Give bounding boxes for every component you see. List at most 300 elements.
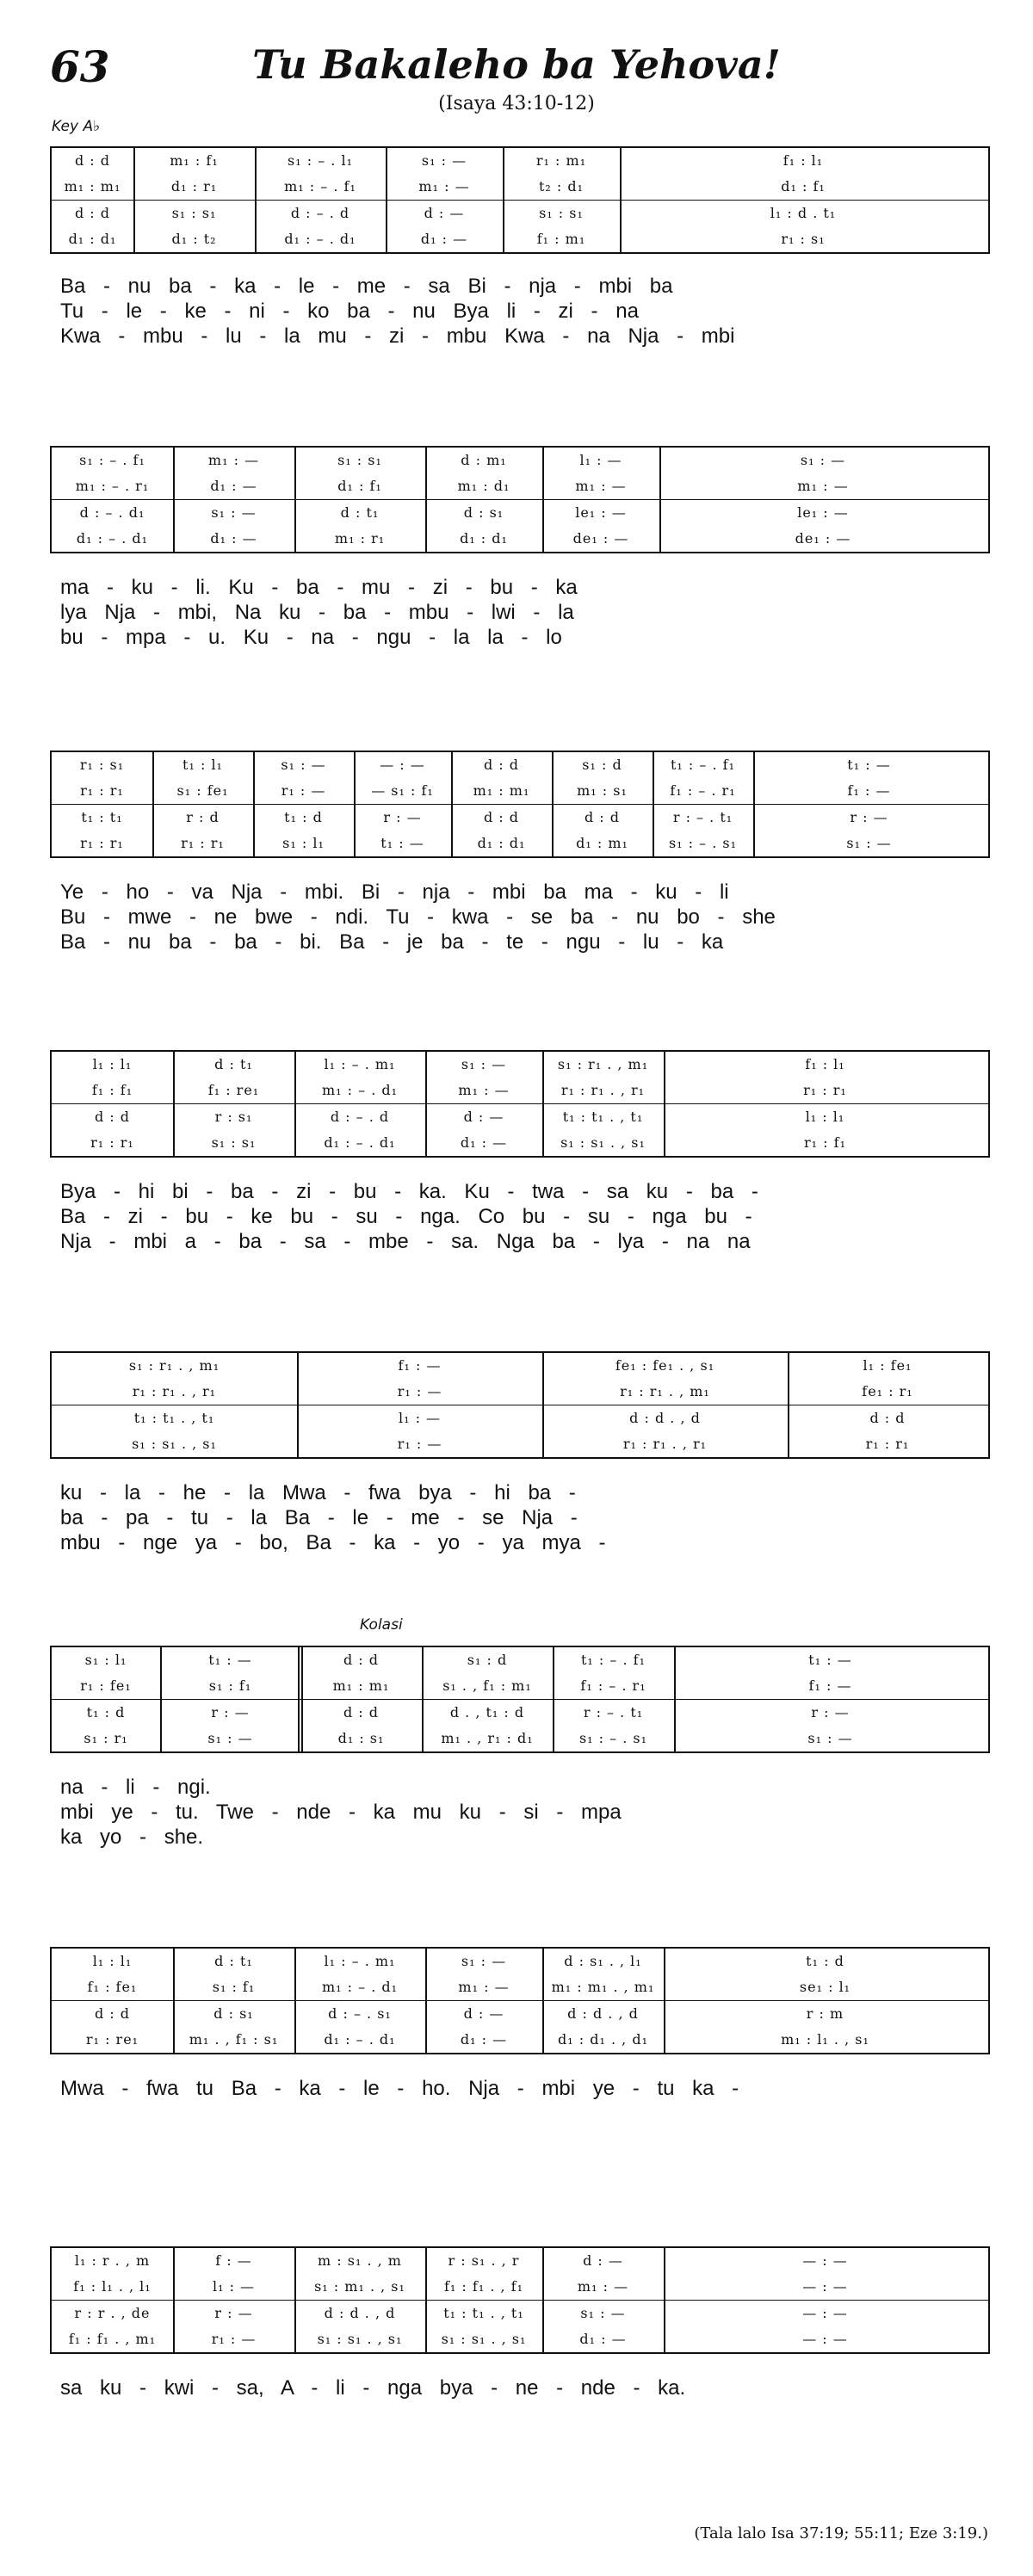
music-system: [50, 1050, 990, 1158]
tenor-line: [52, 1700, 988, 1726]
barline: [659, 448, 661, 552]
barline: [160, 1647, 162, 1751]
note-group: d : —: [424, 205, 465, 222]
lyrics-block: [60, 575, 973, 650]
barline: [503, 148, 504, 252]
barline: [425, 448, 427, 552]
note-group: l₁ : – . m₁: [324, 1953, 396, 1970]
barline: [674, 1647, 676, 1751]
lyric-line: [60, 1825, 973, 1850]
note-group: t₁ : d: [86, 1704, 126, 1721]
note-group: f₁ : l₁: [805, 1056, 845, 1073]
note-group: m₁ : s₁: [577, 782, 628, 800]
note-group: t₁ : —: [208, 1652, 252, 1669]
lower-staff: [52, 2001, 988, 2054]
note-group: t₁ : t₁ . , t₁: [443, 2305, 524, 2322]
lyrics-block: [60, 880, 973, 954]
barline: [294, 2248, 296, 2352]
lyric-line: [60, 600, 973, 625]
note-group: d₁ : f₁: [781, 178, 826, 195]
note-group: s₁ : f₁: [208, 1677, 252, 1695]
note-group: d : d . , d: [629, 1410, 701, 1427]
barline: [542, 448, 544, 552]
tenor-line: [52, 805, 988, 831]
note-group: t₁ : t₁ . , t₁: [562, 1109, 644, 1126]
note-group: s₁ . , f₁ : m₁: [442, 1677, 532, 1695]
note-group: d : d: [584, 809, 621, 826]
note-group: m₁ : —: [207, 452, 260, 469]
note-group: s₁ : —: [580, 2305, 626, 2322]
note-group: l₁ : – . m₁: [324, 1056, 396, 1073]
lyric-text: mbi ye - tu. Twe - nde - ka mu ku - si - mpa: [60, 1801, 622, 1824]
note-group: r₁ : r₁: [90, 1134, 134, 1152]
note-group: r₁ : r₁ . , r₁: [132, 1383, 217, 1400]
note-group: t₁ : – . f₁: [671, 757, 735, 774]
barline: [425, 1052, 427, 1156]
note-group: r₁ : fe₁: [80, 1677, 132, 1695]
barline: [294, 448, 296, 552]
note-group: d₁ : —: [460, 2031, 508, 2048]
note-group: d : d . , d: [567, 2005, 639, 2023]
lyric-line: [60, 299, 973, 324]
note-group: r : – . t₁: [583, 1704, 644, 1721]
note-group: r : – . t₁: [672, 809, 733, 826]
note-group: s₁ : l₁: [282, 835, 325, 852]
note-group: — : —: [802, 2252, 848, 2270]
note-group: fe₁ : fe₁ . , s₁: [615, 1357, 715, 1374]
note-group: d₁ : r₁: [170, 178, 218, 195]
barline: [653, 752, 654, 856]
note-group: r₁ : s₁: [781, 231, 826, 248]
note-group: le₁ : —: [797, 504, 849, 522]
note-group: r₁ : s₁: [79, 757, 125, 774]
lyrics-block: [60, 274, 973, 349]
lyric-line: [60, 1179, 973, 1204]
lyric-line: [60, 1229, 973, 1254]
lyric-line: [60, 930, 973, 954]
note-group: f₁ : – . r₁: [580, 1677, 646, 1695]
note-group: t₁ : t₁ . , t₁: [133, 1410, 215, 1427]
tenor-line: [52, 1104, 988, 1130]
tenor-line: [52, 2001, 988, 2027]
note-group: d : s₁ . , l₁: [564, 1953, 642, 1970]
note-group: s₁ : —: [846, 835, 892, 852]
note-group: m₁ : —: [577, 2278, 629, 2295]
barline: [753, 752, 755, 856]
note-group: se₁ : l₁: [799, 1979, 851, 1996]
barline: [173, 1949, 175, 2053]
barline: [552, 752, 554, 856]
note-group: s₁ : s₁ . , s₁: [560, 1134, 646, 1152]
note-group: d₁ : m₁: [576, 835, 628, 852]
note-group: f : —: [215, 2252, 252, 2270]
note-group: r : —: [383, 809, 422, 826]
lower-staff: [52, 201, 988, 253]
note-group: r₁ : —: [211, 2331, 257, 2348]
note-group: f₁ : re₁: [207, 1082, 260, 1099]
note-group: d₁ : d₁ . , d₁: [558, 2031, 648, 2048]
note-group: s₁ : —: [207, 1730, 253, 1747]
note-group: — : —: [802, 2278, 848, 2295]
tenor-line: [52, 2301, 988, 2326]
note-group: d₁ : – . d₁: [324, 1134, 396, 1152]
note-group: — : —: [380, 757, 425, 774]
note-group: s₁ : —: [807, 1730, 853, 1747]
lyrics-block: [60, 2375, 973, 2400]
note-group: r : —: [211, 1704, 250, 1721]
note-group: r : r . , de: [74, 2305, 151, 2322]
note-group: m₁ : – . d₁: [321, 1979, 399, 1996]
lyric-text: Ba - zi - bu - ke bu - su - nga. Co bu - su - nga bu -: [60, 1205, 752, 1228]
note-group: — s₁ : f₁: [371, 782, 434, 800]
note-group: s₁ : s₁: [211, 1134, 257, 1152]
note-group: m₁ : m₁ . , m₁: [551, 1979, 655, 1996]
song-title: Tu Bakaleho ba Yehova!: [252, 41, 781, 88]
note-group: d₁ : —: [210, 530, 257, 547]
barline: [173, 448, 175, 552]
lyric-line: [60, 625, 973, 650]
note-group: t₁ : d: [284, 809, 323, 826]
barline: [664, 1052, 665, 1156]
note-group: r : —: [811, 1704, 850, 1721]
note-group: r : m: [806, 2005, 844, 2023]
upper-staff: [52, 1052, 988, 1104]
lyric-text: ku - la - he - la Mwa - fwa bya - hi ba -: [60, 1481, 576, 1504]
note-group: r₁ : r₁: [181, 835, 225, 852]
note-group: s₁ : f₁: [212, 1979, 256, 1996]
note-group: d₁ : s₁: [337, 1730, 385, 1747]
note-group: f₁ : – . r₁: [670, 782, 736, 800]
note-group: s₁ : r₁ . , m₁: [128, 1357, 220, 1374]
lyric-text: bu - mpa - u. Ku - na - ngu - la la - lo: [60, 626, 562, 649]
lyrics-block: [60, 2076, 973, 2101]
tenor-line: [52, 1405, 988, 1431]
barline: [354, 752, 356, 856]
note-group: f₁ : f₁ . , m₁: [68, 2331, 157, 2348]
barline: [386, 148, 387, 252]
note-group: f₁ : —: [808, 1677, 852, 1695]
music-system: [50, 1351, 990, 1459]
note-group: t₁ : l₁: [182, 757, 223, 774]
lyric-line: [60, 1800, 973, 1825]
soprano-line: [52, 448, 988, 473]
barline: [294, 1949, 296, 2053]
tenor-line: [52, 500, 988, 526]
note-group: m₁ : m₁: [64, 178, 121, 195]
tenor-line: [52, 201, 988, 226]
note-group: m₁ : – . f₁: [284, 178, 356, 195]
alto-line: [52, 1078, 988, 1103]
chorus-label: Kolasi: [360, 1616, 403, 1634]
upper-staff: [52, 1949, 988, 2001]
lyric-line: [60, 880, 973, 905]
note-group: m₁ : —: [797, 478, 849, 495]
note-group: d : d: [74, 205, 111, 222]
bass-line: [52, 226, 988, 252]
note-group: r : —: [850, 809, 888, 826]
note-group: de₁ : —: [572, 530, 629, 547]
barline: [620, 148, 622, 252]
bass-line: [52, 526, 988, 552]
lyric-text: Kwa - mbu - lu - la mu - zi - mbu Kwa - na Nja - mbi: [60, 324, 735, 348]
lyric-line: [60, 2076, 973, 2101]
note-group: r₁ : m₁: [535, 152, 587, 170]
barline: [173, 2248, 175, 2352]
note-group: d₁ : f₁: [337, 478, 382, 495]
note-group: d : d: [869, 1410, 906, 1427]
note-group: l₁ : fe₁: [863, 1357, 912, 1374]
barline: [553, 1647, 554, 1751]
note-group: t₁ : – . f₁: [581, 1652, 646, 1669]
lyric-text: ma - ku - li. Ku - ba - mu - zi - bu - ka: [60, 576, 578, 599]
note-group: s₁ : —: [281, 757, 326, 774]
note-group: m₁ : —: [575, 478, 627, 495]
upper-staff: [52, 752, 988, 805]
note-group: r₁ : f₁: [804, 1134, 846, 1152]
note-group: d : d: [343, 1704, 380, 1721]
barline: [255, 148, 257, 252]
upper-staff: [52, 1353, 988, 1405]
double-barline: [298, 1647, 303, 1751]
soprano-line: [52, 2248, 988, 2274]
note-group: s₁ : – . f₁: [79, 452, 145, 469]
upper-staff: [52, 1647, 988, 1700]
note-group: r₁ : r₁: [80, 782, 124, 800]
note-group: s₁ : —: [461, 1056, 507, 1073]
lyric-text: Ba - nu ba - ka - le - me - sa Bi - nja - mbi ba: [60, 275, 673, 298]
note-group: d : —: [463, 2005, 504, 2023]
alto-line: [52, 2274, 988, 2300]
note-group: d : – . d: [330, 1109, 390, 1126]
note-group: l₁ : d . t₁: [770, 205, 837, 222]
note-group: m₁ : f₁: [170, 152, 219, 170]
note-group: r₁ : r₁ . , r₁: [622, 1436, 708, 1453]
note-group: s₁ : r₁: [84, 1730, 128, 1747]
bass-line: [52, 2326, 988, 2352]
note-group: m₁ : m₁: [332, 1677, 390, 1695]
lyrics-block: [60, 1775, 973, 1850]
lower-staff: [52, 2301, 988, 2353]
note-group: d₁ : d₁: [68, 231, 117, 248]
alto-line: [52, 1974, 988, 2000]
note-group: s₁ : m₁ . , s₁: [314, 2278, 405, 2295]
soprano-line: [52, 752, 988, 778]
note-group: m₁ : l₁ . , s₁: [781, 2031, 869, 2048]
note-group: t₁ : t₁: [81, 809, 123, 826]
upper-staff: [52, 448, 988, 500]
lyric-line: [60, 274, 973, 299]
lyric-text: ba - pa - tu - la Ba - le - me - se Nja -: [60, 1506, 578, 1529]
barline: [425, 2248, 427, 2352]
barline: [294, 1052, 296, 1156]
note-group: d₁ : d₁: [460, 530, 508, 547]
music-system: [50, 751, 990, 858]
note-group: le₁ : —: [575, 504, 627, 522]
note-group: f₁ : f₁: [91, 1082, 133, 1099]
barline: [422, 1647, 424, 1751]
note-group: t₂ : d₁: [538, 178, 585, 195]
note-group: de₁ : —: [795, 530, 851, 547]
note-group: d₁ : – . d₁: [324, 2031, 396, 2048]
note-group: d : – . d: [290, 205, 350, 222]
note-group: s₁ : —: [421, 152, 467, 170]
note-group: s₁ : d: [582, 757, 622, 774]
soprano-line: [52, 1052, 988, 1078]
note-group: l₁ : l₁: [805, 1109, 845, 1126]
note-group: d : d . , d: [324, 2305, 396, 2322]
note-group: r : d: [186, 809, 220, 826]
note-group: s₁ : d: [467, 1652, 508, 1669]
note-group: r₁ : —: [397, 1383, 442, 1400]
scripture-reference: (Isaya 43:10-12): [438, 93, 595, 114]
note-group: d : s₁: [463, 504, 504, 522]
song-number: 63: [50, 41, 110, 92]
note-group: r₁ : r₁: [803, 1082, 847, 1099]
note-group: s₁ : s₁ . , s₁: [132, 1436, 217, 1453]
note-group: s₁ : —: [211, 504, 257, 522]
note-group: l₁ : —: [398, 1410, 442, 1427]
note-group: r₁ : r₁ . , r₁: [560, 1082, 646, 1099]
note-group: f₁ : fe₁: [87, 1979, 138, 1996]
lower-staff: [52, 805, 988, 857]
note-group: f₁ : —: [847, 782, 891, 800]
lyric-text: Ba - nu ba - ba - bi. Ba - je ba - te - ngu - lu - ka: [60, 930, 724, 954]
note-group: r₁ : r₁ . , m₁: [620, 1383, 710, 1400]
note-group: s₁ : s₁: [171, 205, 217, 222]
note-group: l₁ : —: [579, 452, 622, 469]
footer-reference: (Tala lalo Isa 37:19; 55:11; Eze 3:19.): [694, 2524, 988, 2542]
upper-staff: [52, 148, 988, 201]
note-group: m₁ : —: [458, 1082, 510, 1099]
barline: [425, 1949, 427, 2053]
note-group: d : d: [74, 152, 111, 170]
note-group: d : —: [583, 2252, 623, 2270]
lyric-line: [60, 2375, 973, 2400]
note-group: d : t₁: [214, 1953, 253, 1970]
note-group: r : s₁ . , r: [448, 2252, 520, 2270]
lyric-line: [60, 324, 973, 349]
note-group: d . , t₁ : d: [449, 1704, 525, 1721]
note-group: l₁ : r . , m: [74, 2252, 151, 2270]
lyric-text: Bu - mwe - ne bwe - ndi. Tu - kwa - se ba - nu bo - she: [60, 905, 776, 929]
lyric-text: lya Nja - mbi, Na ku - ba - mbu - lwi - la: [60, 601, 574, 624]
note-group: d : —: [463, 1109, 504, 1126]
soprano-line: [52, 1647, 988, 1673]
note-group: l₁ : —: [212, 2278, 256, 2295]
barline: [664, 2248, 665, 2352]
lyric-line: [60, 1204, 973, 1229]
note-group: m₁ : – . r₁: [75, 478, 150, 495]
bass-line: [52, 2027, 988, 2053]
note-group: s₁ : —: [461, 1953, 507, 1970]
note-group: r₁ : —: [397, 1436, 442, 1453]
lyric-text: ka yo - she.: [60, 1825, 204, 1849]
note-group: m₁ : r₁: [334, 530, 386, 547]
note-group: d : m₁: [461, 452, 507, 469]
note-group: f₁ : l₁: [782, 152, 824, 170]
note-group: — : —: [802, 2331, 848, 2348]
note-group: t₁ : d: [806, 1953, 844, 1970]
lyric-line: [60, 1480, 973, 1505]
note-group: d : t₁: [340, 504, 380, 522]
barline: [542, 1949, 544, 2053]
note-group: s₁ : – . l₁: [288, 152, 353, 170]
note-group: r : —: [214, 2305, 253, 2322]
note-group: d : t₁: [214, 1056, 253, 1073]
alto-line: [52, 1673, 988, 1699]
bass-line: [52, 1130, 988, 1156]
note-group: s₁ : —: [800, 452, 846, 469]
note-group: — : —: [802, 2305, 848, 2322]
note-group: t₁ : —: [847, 757, 891, 774]
note-group: d : – . d₁: [79, 504, 145, 522]
note-group: m₁ : —: [418, 178, 470, 195]
note-group: s₁ : r₁ . , m₁: [557, 1056, 649, 1073]
lyric-text: Tu - le - ke - ni - ko ba - nu Bya li - zi - na: [60, 300, 639, 323]
lyric-text: mbu - nge ya - bo, Ba - ka - yo - ya mya -: [60, 1531, 606, 1554]
soprano-line: [52, 148, 988, 174]
note-group: f₁ : f₁ . , f₁: [444, 2278, 523, 2295]
soprano-line: [52, 1949, 988, 1974]
lyric-line: [60, 905, 973, 930]
note-group: s₁ : – . s₁: [668, 835, 738, 852]
lower-staff: [52, 1700, 988, 1752]
barline: [133, 148, 135, 252]
note-group: d : – . s₁: [328, 2005, 392, 2023]
lower-staff: [52, 1104, 988, 1157]
note-group: r₁ : re₁: [85, 2031, 139, 2048]
music-system: [50, 146, 990, 254]
lyric-text: na - li - ngi.: [60, 1776, 211, 1799]
note-group: r₁ : —: [281, 782, 326, 800]
lyric-text: Nja - mbi a - ba - sa - mbe - sa. Nga ba - lya - na na: [60, 1230, 751, 1253]
music-system: [50, 1646, 990, 1753]
upper-staff: [52, 2248, 988, 2301]
note-group: s₁ : fe₁: [176, 782, 229, 800]
alto-line: [52, 1379, 988, 1405]
note-group: d₁ : —: [579, 2331, 627, 2348]
note-group: d : s₁: [213, 2005, 254, 2023]
soprano-line: [52, 1353, 988, 1379]
lyric-line: [60, 1505, 973, 1530]
note-group: d : d: [94, 2005, 131, 2023]
barline: [152, 752, 154, 856]
note-group: d : d: [483, 809, 520, 826]
note-group: d₁ : – . d₁: [76, 530, 149, 547]
lower-staff: [52, 500, 988, 553]
barline: [542, 1353, 544, 1457]
note-group: d : d: [343, 1652, 380, 1669]
note-group: t₁ : —: [808, 1652, 852, 1669]
note-group: m₁ . , f₁ : s₁: [189, 2031, 279, 2048]
barline: [542, 1052, 544, 1156]
note-group: r : s₁: [214, 1109, 253, 1126]
lyrics-block: [60, 1480, 973, 1555]
note-group: d₁ : – . d₁: [284, 231, 356, 248]
note-group: m₁ : —: [458, 1979, 510, 1996]
alto-line: [52, 473, 988, 499]
note-group: s₁ : s₁ . , s₁: [441, 2331, 527, 2348]
note-group: s₁ : s₁: [539, 205, 584, 222]
note-group: m₁ : m₁: [473, 782, 530, 800]
music-system: [50, 446, 990, 553]
note-group: d₁ : —: [460, 1134, 508, 1152]
barline: [253, 752, 255, 856]
bass-line: [52, 1431, 988, 1457]
note-group: l₁ : l₁: [92, 1953, 133, 1970]
note-group: fe₁ : r₁: [862, 1383, 913, 1400]
barline: [542, 2248, 544, 2352]
